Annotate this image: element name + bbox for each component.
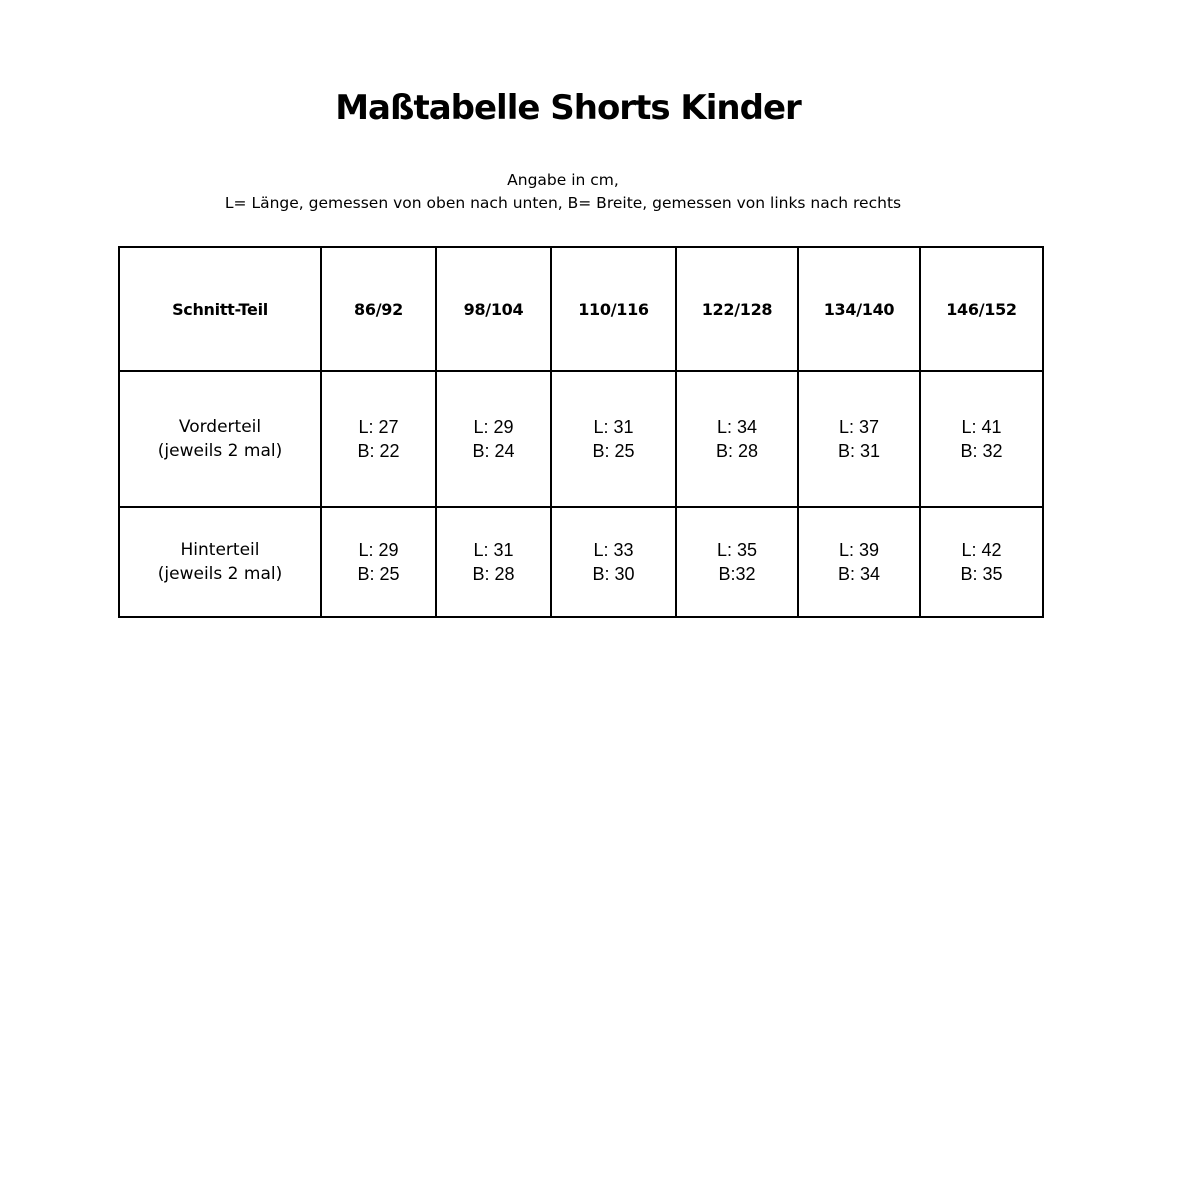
length-value: L: 37 bbox=[838, 417, 880, 437]
measure-cell bbox=[798, 371, 920, 507]
header-cell-size: 98/104 bbox=[436, 247, 551, 371]
measure-cell bbox=[920, 507, 1043, 617]
measure-cell bbox=[321, 371, 436, 507]
width-value: B: 31 bbox=[837, 441, 881, 461]
width-value: B: 34 bbox=[837, 564, 881, 584]
measure-cell bbox=[551, 371, 676, 507]
header-cell-part: Schnitt-Teil bbox=[119, 247, 321, 371]
header-cell-size: 110/116 bbox=[551, 247, 676, 371]
measure-cell bbox=[798, 507, 920, 617]
width-value: B: 25 bbox=[592, 441, 635, 461]
measure-cell bbox=[321, 507, 436, 617]
measure-cell bbox=[920, 371, 1043, 507]
subtitle-legend: L= Länge, gemessen von oben nach unten, B= Breite, gemessen von links nach rechts bbox=[224, 194, 902, 212]
width-value: B: 25 bbox=[357, 564, 400, 584]
length-value: L: 27 bbox=[358, 417, 399, 437]
width-value: B: 24 bbox=[472, 441, 515, 461]
header-cell-size: 122/128 bbox=[676, 247, 798, 371]
header-cell-size: 146/152 bbox=[920, 247, 1043, 371]
length-value: L: 34 bbox=[716, 417, 758, 437]
size-table bbox=[118, 246, 1044, 618]
table-header-row bbox=[119, 247, 1043, 371]
width-value: B: 35 bbox=[960, 564, 1003, 584]
table-row-vorderteil bbox=[119, 371, 1043, 507]
length-value: L: 33 bbox=[593, 540, 634, 560]
measure-cell bbox=[436, 507, 551, 617]
subtitle-unit: Angabe in cm, bbox=[507, 171, 619, 189]
length-value: L: 42 bbox=[961, 540, 1002, 560]
length-value: L: 29 bbox=[358, 540, 399, 560]
width-value: B:32 bbox=[718, 564, 756, 584]
length-value: L: 31 bbox=[593, 417, 634, 437]
table-row-hinterteil bbox=[119, 507, 1043, 617]
measure-cell bbox=[676, 507, 798, 617]
part-cell bbox=[119, 507, 321, 617]
length-value: L: 29 bbox=[473, 417, 514, 437]
width-value: B: 28 bbox=[472, 564, 515, 584]
length-value: L: 35 bbox=[716, 540, 758, 560]
measure-cell bbox=[436, 371, 551, 507]
width-value: B: 30 bbox=[592, 564, 635, 584]
part-cell bbox=[119, 371, 321, 507]
page-title: Maßtabelle Shorts Kinder bbox=[335, 88, 801, 128]
measure-cell bbox=[676, 371, 798, 507]
part-note: (jeweils 2 mal) bbox=[157, 441, 283, 461]
width-value: B: 32 bbox=[960, 441, 1003, 461]
width-value: B: 28 bbox=[715, 441, 759, 461]
length-value: L: 41 bbox=[961, 417, 1002, 437]
measure-cell bbox=[551, 507, 676, 617]
part-name: Vorderteil bbox=[178, 417, 262, 437]
length-value: L: 39 bbox=[838, 540, 880, 560]
part-note: (jeweils 2 mal) bbox=[157, 564, 283, 584]
header-cell-size: 86/92 bbox=[321, 247, 436, 371]
header-cell-size: 134/140 bbox=[798, 247, 920, 371]
width-value: B: 22 bbox=[357, 441, 400, 461]
part-name: Hinterteil bbox=[180, 540, 260, 560]
length-value: L: 31 bbox=[473, 540, 514, 560]
